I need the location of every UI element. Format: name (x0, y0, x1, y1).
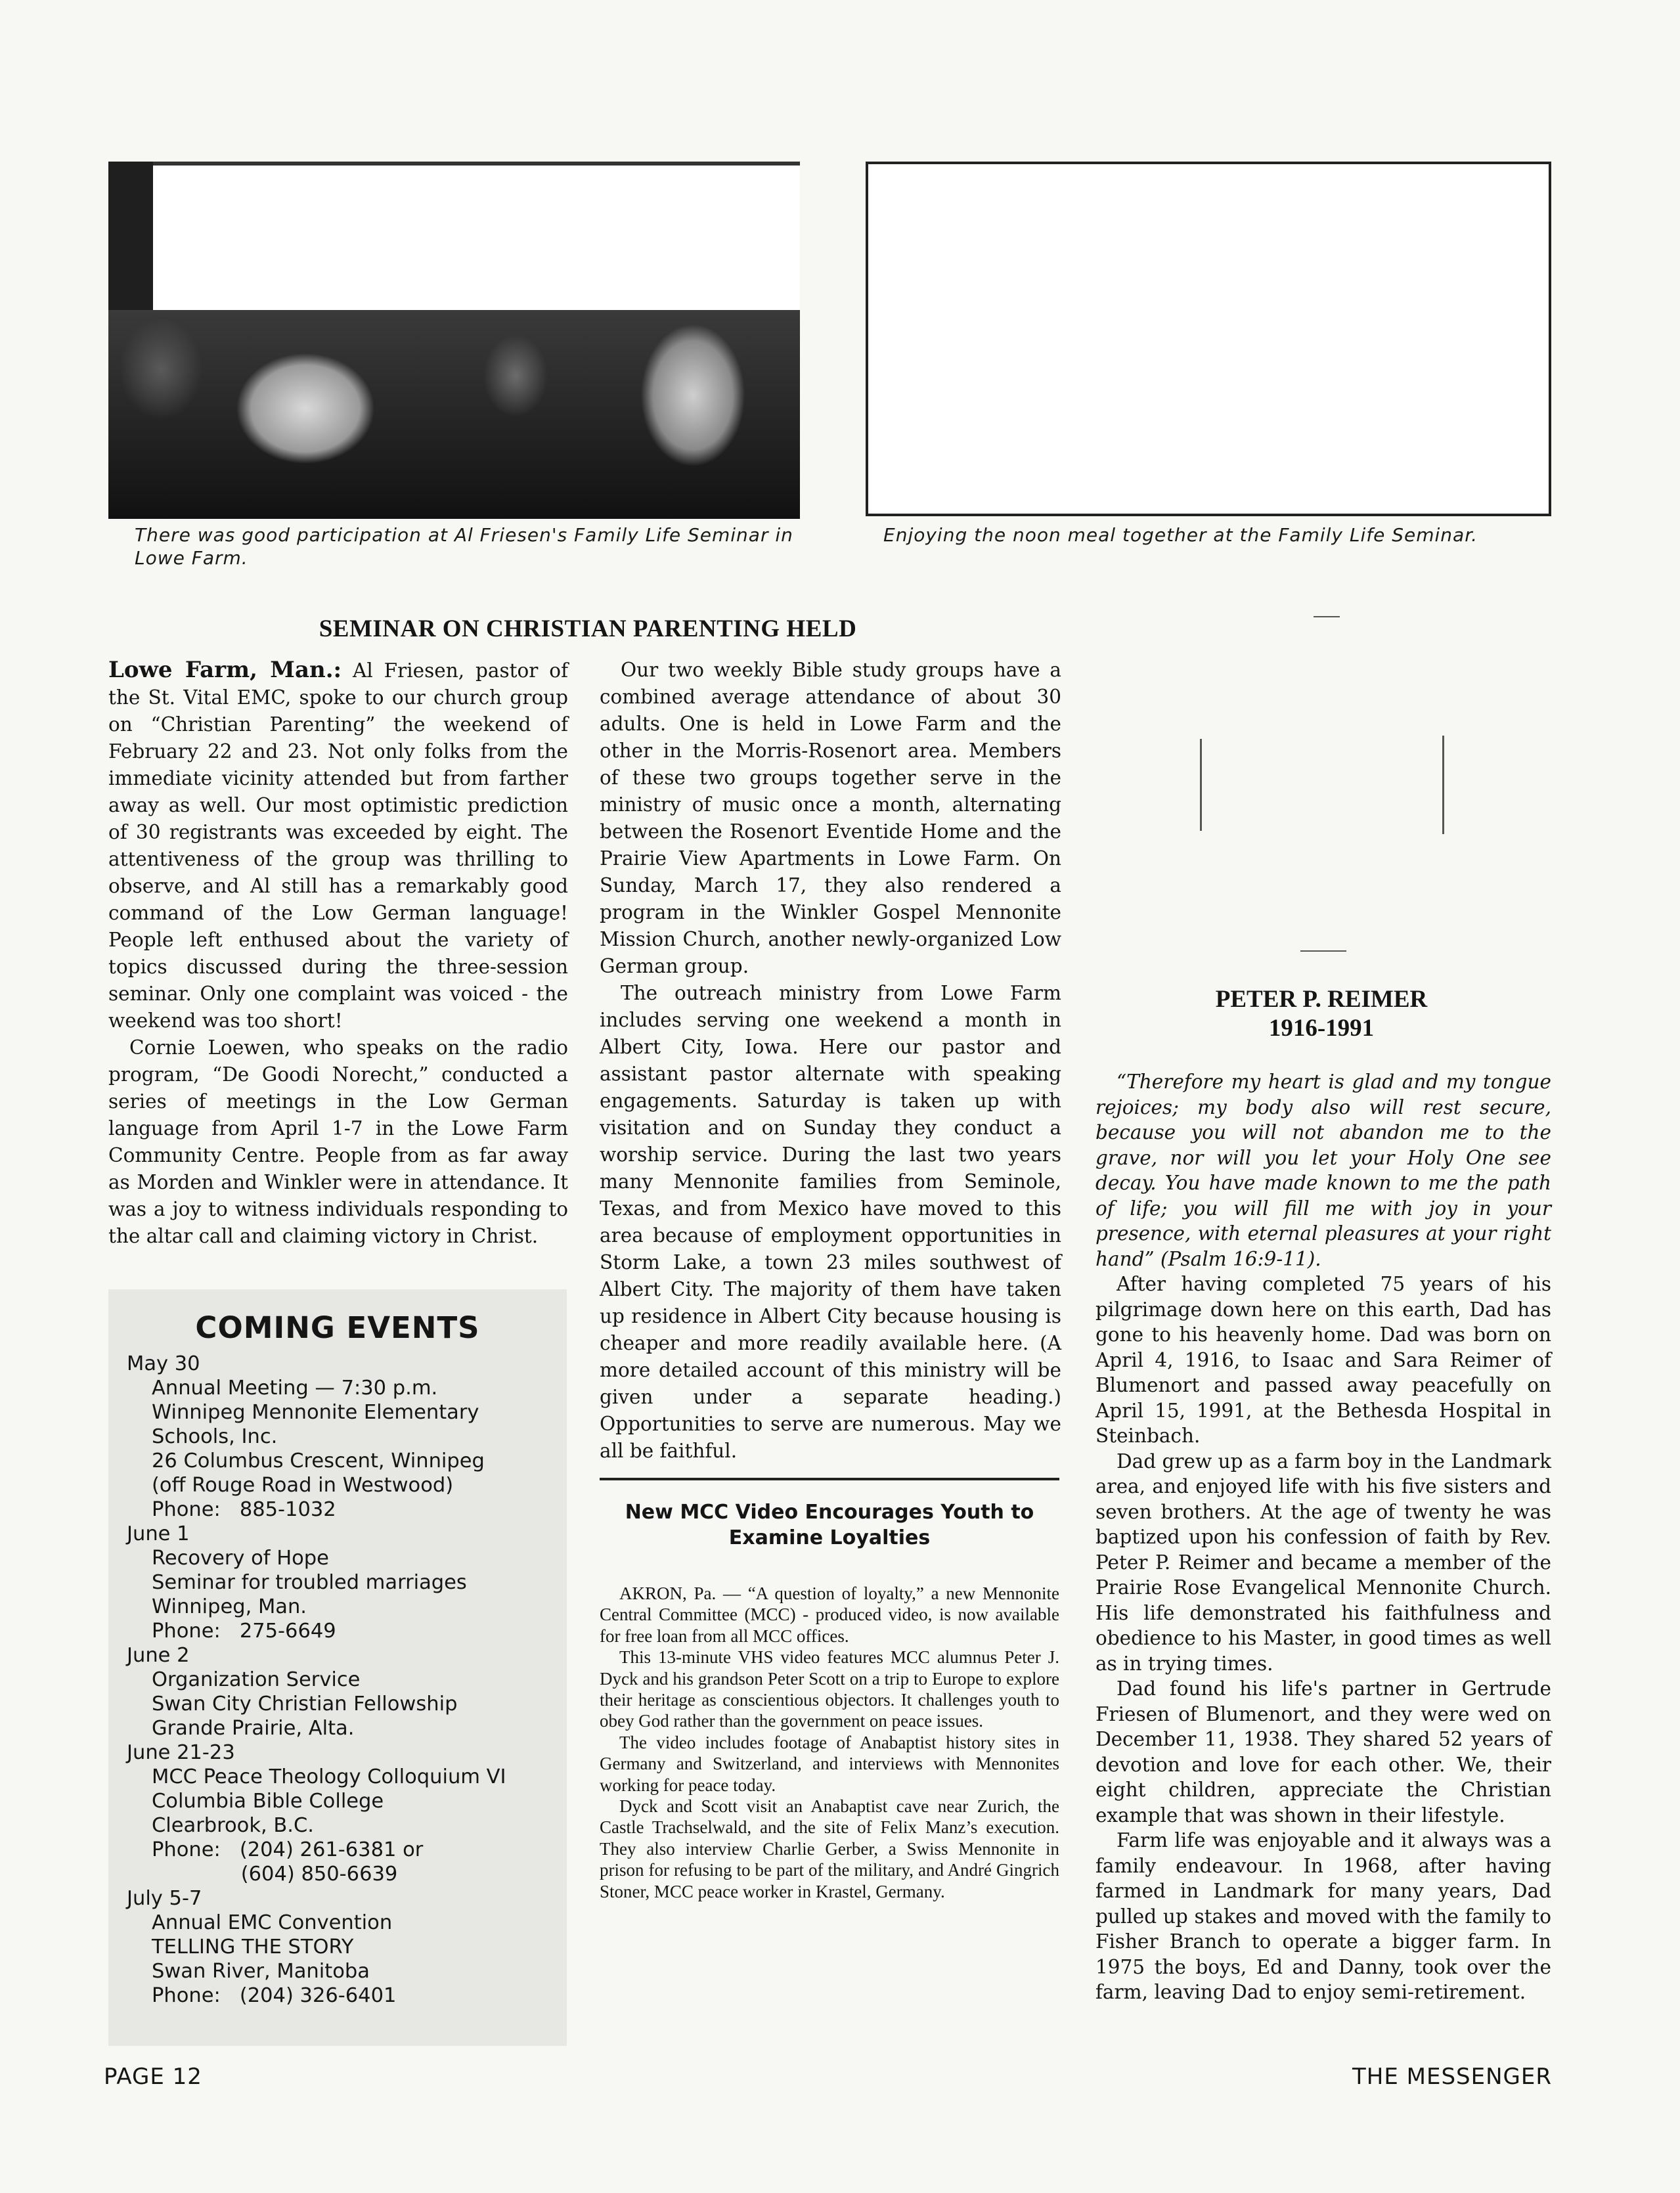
coming-events-title: COMING EVENTS (195, 1310, 480, 1345)
portrait-frame-right (1442, 736, 1444, 834)
seminar-paragraph-4: The outreach ministry from Lowe Farm includes serving one weekend a month in Albert City, Iowa. Here our pastor and assistant pastor alternate with speaking engagements. Saturday is taken up with visitation and on Sunday they conduct a worship service. During the last two years many Mennonite families from Seminole, Texas, and from Mexico have moved to this area because of employment opportunities in Storm Lake, a town 23 miles southwest of Albert City. The majority of them have taken up residence in Albert City because housing is cheaper and more readily available here. (A more detailed account of this ministry will be given under a separate heading.) Opportunities to serve are numerous. May we all be faithful. (600, 982, 1061, 1462)
event-line: TELLING THE STORY (152, 1936, 354, 1959)
event-line: 26 Columbus Crescent, Winnipeg (152, 1450, 485, 1473)
seminar-paragraph-1: Lowe Farm, Man.: Al Friesen, pastor of the St. Vital EMC, spoke to our church group on “Christian Parenting” the weekend of February 22 and 23. Not only folks from the immediate vicinity attended but from farther away as well. Our most optimistic prediction of 30 registrants was exceeded by eight. The attentiveness of the group was thrilling to observe, and Al still has a remarkably good command of the Low German language! People left enthused about the variety of topics discussed during the three-session seminar. Only one complaint was voiced - the weekend was too short! (108, 657, 568, 1032)
obituary-paragraph: After having completed 75 years of his pilgrimage down here on this earth, Dad has gone to his heavenly home. Dad was born on April 4, 1916, to Isaac and Sara Reimer of Blumenort and passed away peacefully on April 15, 1991, at the Bethesda Hospital in Steinbach. (1095, 1273, 1551, 1447)
noon-meal-photo (866, 162, 1551, 516)
event-date: June 21-23 (127, 1741, 235, 1764)
event-line: Swan River, Manitoba (152, 1960, 370, 1983)
event-line: Phone: (204) 326-6401 (152, 1984, 397, 2007)
event-line: (604) 850-6639 (152, 1863, 398, 1886)
event-date: July 5-7 (127, 1887, 202, 1910)
event-item (108, 1352, 567, 1522)
mcc-headline: New MCC Video Encourages Youth to Examine Loyalties (625, 1501, 1034, 1549)
event-item (108, 1643, 567, 1740)
obituary-paragraph: Farm life was enjoyable and it always was a family endeavour. In 1968, after having farmed in Landmark for many years, Dad pulled up stakes and moved with the family to Fisher Branch to operate a bigger farm. In 1975 the boys, Ed and Danny, took over the farm, leaving Dad to enjoy semi-retirement. (1095, 1829, 1551, 2003)
event-line: Annual Meeting — 7:30 p.m. (152, 1377, 438, 1400)
event-item (108, 1886, 567, 2008)
portrait-mark (1314, 616, 1340, 617)
obituary-heading (1092, 985, 1551, 1043)
event-line: Schools, Inc. (152, 1425, 278, 1448)
event-line: Winnipeg Mennonite Elementary (152, 1401, 479, 1424)
mcc-paragraph: The video includes footage of Anabaptist history sites in Germany and Switzerland, and interviews with Mennonites working for peace today. (600, 1732, 1059, 1795)
section-divider (600, 1478, 1059, 1480)
event-item (108, 1522, 567, 1643)
obituary-body (1095, 1069, 1551, 2005)
coming-events-box (108, 1289, 567, 2046)
mcc-paragraph: AKRON, Pa. — “A question of loyalty,” a new Mennonite Central Committee (MCC) - produced video, is now available for free loan from all MCC offices. (600, 1584, 1059, 1646)
mcc-article-body (600, 1583, 1059, 1902)
seminar-headline: SEMINAR ON CHRISTIAN PARENTING HELD (319, 615, 857, 642)
obituary-years: 1916-1991 (1268, 1015, 1375, 1042)
event-date: May 30 (127, 1352, 200, 1375)
mcc-paragraph: This 13-minute VHS video features MCC alumnus Peter J. Dyck and his grandson Peter Scott on a trip to Europe to explore their heritage as conscientious objectors. It challenges youth to obey God rather than the government on peace issues. (600, 1647, 1059, 1731)
event-line: Seminar for troubled marriages (152, 1571, 467, 1594)
obituary-paragraph: Dad found his life's partner in Gertrude Friesen of Blumenort, and they were wed on December 11, 1938. They shared 52 years of devotion and love for each other. We, their eight children, appreciate the Christian example that was shown in their lifestyle. (1095, 1677, 1551, 1827)
page-number: PAGE 12 (104, 2064, 202, 2090)
seminar-paragraph-3: Our two weekly Bible study groups have a combined average attendance of about 30 adults. One is held in Lowe Farm and the other in the Morris-Rosenort area. Members of these two groups together serve in the ministry of music once a month, alternating between the Rosenort Eventide Home and the Prairie View Apartments in Lowe Farm. On Sunday, March 17, they also rendered a program in the Winkler Gospel Mennonite Mission Church, another newly-organized Low German group. (600, 659, 1061, 977)
portrait-frame-left (1200, 739, 1202, 831)
obituary-name: PETER P. REIMER (1215, 986, 1428, 1013)
right-photo-caption: Enjoying the noon meal together at the Family Life Seminar. (883, 524, 1478, 546)
event-line: Clearbrook, B.C. (152, 1814, 314, 1837)
event-line: Annual EMC Convention (152, 1911, 393, 1934)
event-date: June 2 (127, 1644, 190, 1667)
left-photo-caption: There was good participation at Al Friesen's Family Life Seminar in Lowe Farm. (135, 524, 793, 569)
mcc-paragraph: Dyck and Scott visit an Anabaptist cave near Zurich, the Castle Trachselwald, and the site of Felix Manz’s execution. They also interview Charlie Gerber, a Swiss Mennonite in prison for refusing to be part of the military, and André Gingrich Stoner, MCC peace worker in Krastel, Germany. (600, 1796, 1059, 1901)
event-line: Organization Service (152, 1668, 361, 1691)
seminar-column-1 (108, 657, 568, 1250)
event-date: June 1 (127, 1522, 190, 1545)
event-line: Phone: (204) 261-6381 or (152, 1838, 424, 1861)
event-line: Recovery of Hope (152, 1547, 329, 1570)
seminar-dateline: Lowe Farm, Man.: (108, 657, 342, 683)
seminar-paragraph-2: Cornie Loewen, who speaks on the radio program, “De Goodi Norecht,” conducted a series of meetings in the Low German language from April 1-7 in the Lowe Farm Community Centre. People from as far away as Morden and Winkler were in attendance. It was a joy to witness individuals responding to the altar call and claiming victory in Christ. (108, 1036, 568, 1247)
event-item (108, 1740, 567, 1886)
publication-name: THE MESSENGER (1352, 2064, 1552, 2090)
obituary-quote: “Therefore my heart is glad and my tongue rejoices; my body also will rest secure, because you will not abandon me to the grave, nor will you let your Holy One see decay. You have made known to me the path of life; you will fill me with joy in your presence, with eternal pleasures at your right hand” (Psalm 16:9-11). (1095, 1071, 1551, 1270)
event-line: Winnipeg, Man. (152, 1595, 307, 1618)
event-line: Phone: 275-6649 (152, 1620, 336, 1643)
event-line: Columbia Bible College (152, 1790, 384, 1813)
events-list (108, 1345, 567, 2008)
obituary-paragraph: Dad grew up as a farm boy in the Landmark area, and enjoyed life with his five sisters and seven brothers. At the age of twenty he was baptized upon his confession of faith by Rev. Peter P. Reimer and became a member of the Prairie Rose Evangelical Mennonite Church. His life demonstrated his faithfulness and obedience to his Master, in good times as well as in trying times. (1095, 1450, 1551, 1675)
event-line: Swan City Christian Fellowship (152, 1693, 458, 1716)
seminar-photo (108, 162, 800, 519)
portrait-mark (1300, 950, 1346, 952)
seminar-column-2 (600, 657, 1061, 1465)
event-line: MCC Peace Theology Colloquium VI (152, 1765, 506, 1788)
event-line: Grande Prairie, Alta. (152, 1717, 355, 1740)
event-line: Phone: 885-1032 (152, 1498, 336, 1521)
event-line: (off Rouge Road in Westwood) (152, 1474, 454, 1497)
